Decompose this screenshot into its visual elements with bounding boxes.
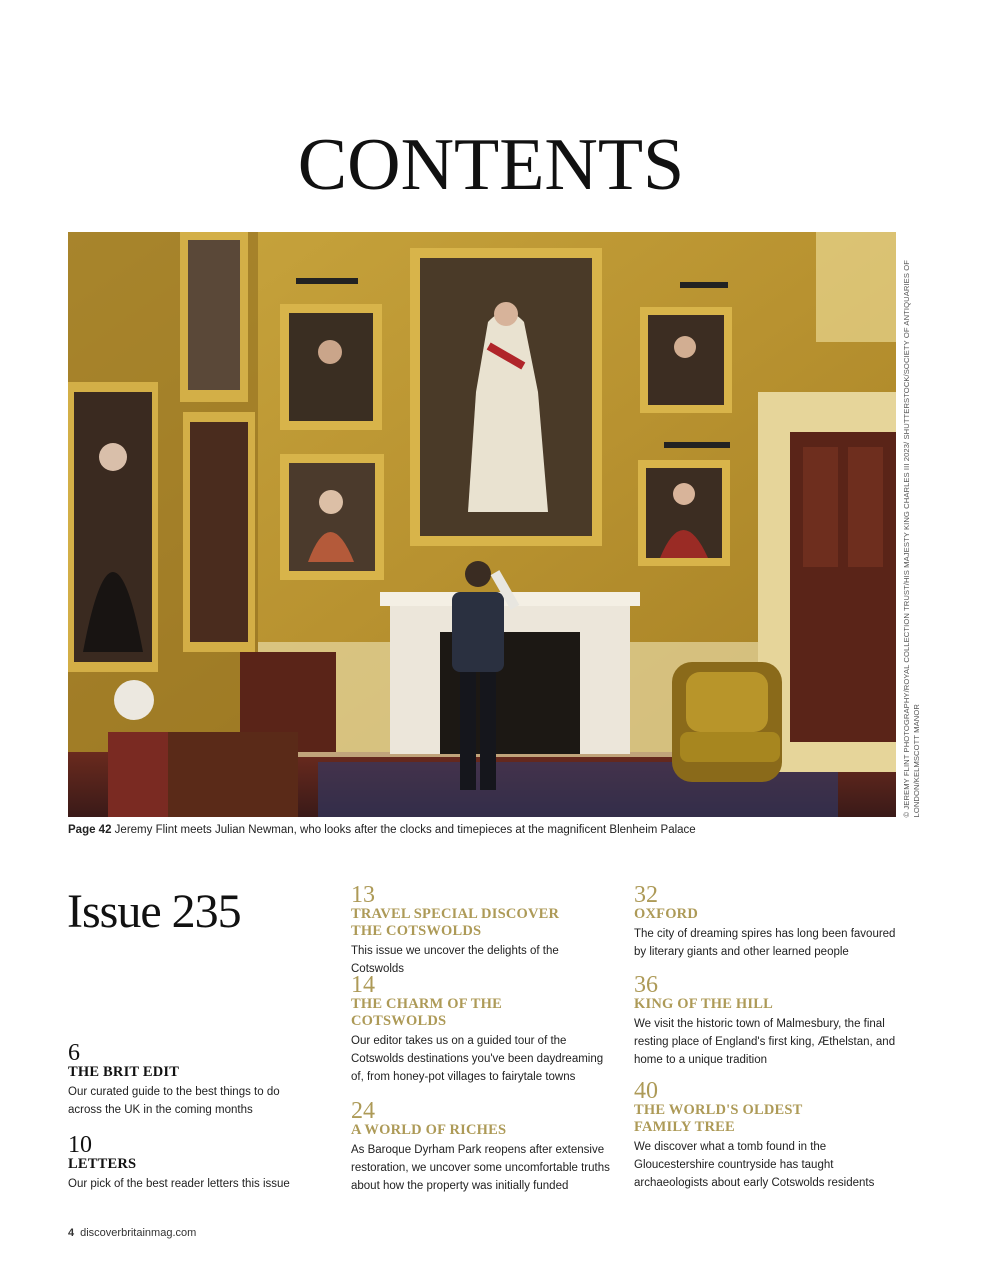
entry-page-number: 13	[351, 882, 375, 908]
entry-description: We discover what a tomb found in the Gloucestershire countryside has taught archaeologists about early Cotswolds residents	[634, 1141, 875, 1189]
contents-entry-6[interactable]	[68, 1042, 308, 1119]
entry-description: The city of dreaming spires has long been favoured by literary giants and other learned people	[634, 928, 896, 958]
entry-description: Our pick of the best reader letters this issue	[68, 1178, 290, 1190]
entry-page-number: 10	[68, 1132, 92, 1158]
photo-credit: © JEREMY FLINT PHOTOGRAPHY/ROYAL COLLECTION TRUST/HIS MAJESTY KING CHARLES III 2023/ SHUTTERSTOCK/SOCIETY OF ANTIQUARIES OF LONDON/KELMSCOTT MANOR	[902, 259, 921, 817]
entry-heading: TRAVEL SPECIAL DISCOVER THE COTSWOLDS	[351, 906, 560, 939]
entry-page-number: 36	[634, 972, 658, 998]
contents-entry-14[interactable]	[351, 974, 613, 1086]
contents-entry-40[interactable]	[634, 1080, 896, 1192]
footer-page-number: 4	[68, 1227, 75, 1239]
entry-description: As Baroque Dyrham Park reopens after extensive restoration, we uncover some uncomfortable truths about how the property was initially funded	[351, 1144, 610, 1192]
contents-entry-24[interactable]	[351, 1100, 613, 1195]
entry-description: Our editor takes us on a guided tour of the Cotswolds destinations you've been daydreaming of, from honey-pot villages to fairytale towns	[351, 1035, 604, 1083]
entry-page-number: 40	[634, 1078, 658, 1104]
contents-entry-36[interactable]	[634, 974, 896, 1069]
page-title: CONTENTS	[297, 124, 685, 206]
entry-page-number: 6	[68, 1040, 80, 1066]
contents-entry-13[interactable]	[351, 884, 613, 978]
caption-page-ref[interactable]: Page 42	[68, 824, 112, 836]
entry-page-number: 32	[634, 882, 658, 908]
contents-entry-10[interactable]	[68, 1134, 308, 1193]
entry-heading: OXFORD	[634, 906, 699, 922]
entry-description: We visit the historic town of Malmesbury, the final resting place of England's first king, Æthelstan, and home to a unique tradition	[634, 1018, 896, 1066]
photo-caption	[68, 824, 896, 836]
footer-site-link[interactable]: discoverbritainmag.com	[80, 1227, 197, 1239]
entry-heading: LETTERS	[68, 1156, 137, 1172]
entry-heading: KING OF THE HILL	[634, 996, 773, 1012]
entry-description: This issue we uncover the delights of the Cotswolds	[351, 945, 559, 975]
entry-description: Our curated guide to the best things to do across the UK in the coming months	[68, 1086, 280, 1116]
palace-interior-photo	[68, 232, 896, 817]
page-footer	[68, 1227, 196, 1239]
entry-heading: THE CHARM OF THE COTSWOLDS	[351, 996, 503, 1029]
issue-number: Issue 235	[67, 885, 241, 938]
caption-text: Jeremy Flint meets Julian Newman, who looks after the clocks and timepieces at the magnificent Blenheim Palace	[111, 824, 696, 836]
entry-heading: THE WORLD'S OLDEST FAMILY TREE	[634, 1102, 803, 1135]
entry-heading: THE BRIT EDIT	[68, 1064, 180, 1080]
entry-page-number: 24	[351, 1098, 375, 1124]
entry-page-number: 14	[351, 972, 375, 998]
entry-heading: A WORLD OF RICHES	[351, 1122, 507, 1138]
contents-entry-32[interactable]	[634, 884, 896, 961]
